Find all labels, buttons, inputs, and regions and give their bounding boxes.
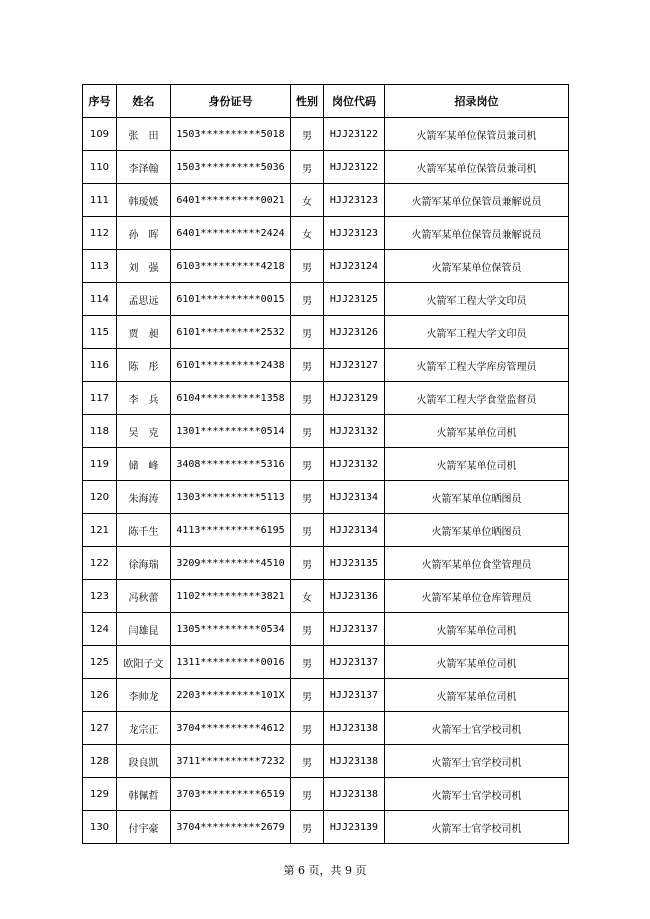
cell-index: 119 [83,448,117,481]
cell-id-number: 6401**********0021 [171,184,291,217]
cell-index: 109 [83,118,117,151]
cell-gender: 男 [291,415,324,448]
cell-position: 火箭军某单位保管员兼解说员 [385,184,569,217]
cell-index: 117 [83,382,117,415]
table-row [83,580,569,613]
cell-position-code: HJJ23137 [324,613,385,646]
cell-position: 火箭军某单位司机 [385,415,569,448]
cell-position-code: HJJ23126 [324,316,385,349]
cell-index: 124 [83,613,117,646]
cell-position: 火箭军工程大学文印员 [385,283,569,316]
cell-id-number: 3703**********6519 [171,778,291,811]
cell-index: 128 [83,745,117,778]
cell-gender: 女 [291,217,324,250]
cell-position: 火箭军某单位司机 [385,448,569,481]
cell-position-code: HJJ23123 [324,217,385,250]
cell-position-code: HJJ23138 [324,712,385,745]
cell-id-number: 1311**********0016 [171,646,291,679]
table-row [83,646,569,679]
cell-name: 韩佩哲 [117,778,171,811]
table-row [83,778,569,811]
cell-name: 龙宗正 [117,712,171,745]
cell-id-number: 3704**********4612 [171,712,291,745]
cell-position: 火箭军士官学校司机 [385,778,569,811]
cell-id-number: 3704**********2679 [171,811,291,844]
cell-position: 火箭军工程大学文印员 [385,316,569,349]
cell-position: 火箭军士官学校司机 [385,811,569,844]
table-row [83,712,569,745]
cell-position: 火箭军某单位保管员兼司机 [385,118,569,151]
page-footer: 第 6 页，共 9 页 [283,864,367,877]
cell-index: 123 [83,580,117,613]
table-row [83,679,569,712]
table-row [83,283,569,316]
cell-position-code: HJJ23122 [324,151,385,184]
cell-index: 111 [83,184,117,217]
cell-position: 火箭军工程大学食堂监督员 [385,382,569,415]
cell-id-number: 4113**********6195 [171,514,291,547]
cell-name: 李帅龙 [117,679,171,712]
cell-position: 火箭军某单位保管员兼司机 [385,151,569,184]
cell-gender: 男 [291,250,324,283]
cell-name: 闫雄昆 [117,613,171,646]
cell-index: 121 [83,514,117,547]
table-row [83,514,569,547]
table-row [83,547,569,580]
cell-index: 127 [83,712,117,745]
cell-id-number: 3408**********5316 [171,448,291,481]
cell-name: 陈 彤 [117,349,171,382]
cell-name: 韩瑷媛 [117,184,171,217]
header-name: 姓名 [117,85,171,118]
table-row [83,415,569,448]
cell-position-code: HJJ23137 [324,646,385,679]
cell-gender: 男 [291,514,324,547]
cell-position-code: HJJ23134 [324,481,385,514]
cell-position: 火箭军某单位保管员 [385,250,569,283]
cell-name: 孟思远 [117,283,171,316]
cell-gender: 男 [291,151,324,184]
cell-position-code: HJJ23137 [324,679,385,712]
table-row [83,382,569,415]
header-position-code: 岗位代码 [324,85,385,118]
cell-gender: 男 [291,283,324,316]
cell-id-number: 6104**********1358 [171,382,291,415]
cell-id-number: 1303**********5113 [171,481,291,514]
table-row [83,745,569,778]
table-row [83,349,569,382]
cell-position-code: HJJ23125 [324,283,385,316]
cell-id-number: 1102**********3821 [171,580,291,613]
cell-name: 付宇豪 [117,811,171,844]
cell-position-code: HJJ23135 [324,547,385,580]
cell-gender: 女 [291,580,324,613]
cell-id-number: 1503**********5018 [171,118,291,151]
cell-name: 李泽翰 [117,151,171,184]
cell-name: 吴 克 [117,415,171,448]
cell-name: 冯秋蕾 [117,580,171,613]
cell-position-code: HJJ23132 [324,448,385,481]
cell-position: 火箭军士官学校司机 [385,712,569,745]
cell-position-code: HJJ23138 [324,745,385,778]
table-row [83,250,569,283]
cell-id-number: 6103**********4218 [171,250,291,283]
cell-name: 孙 晖 [117,217,171,250]
cell-gender: 男 [291,448,324,481]
cell-name: 欧阳子文 [117,646,171,679]
cell-index: 115 [83,316,117,349]
cell-index: 113 [83,250,117,283]
cell-id-number: 1503**********5036 [171,151,291,184]
cell-gender: 男 [291,646,324,679]
cell-gender: 男 [291,547,324,580]
candidate-table [82,84,569,844]
table-row [83,151,569,184]
table-row [83,811,569,844]
table-row [83,316,569,349]
cell-id-number: 1301**********0514 [171,415,291,448]
cell-index: 116 [83,349,117,382]
cell-name: 徐海瑞 [117,547,171,580]
cell-position: 火箭军某单位食堂管理员 [385,547,569,580]
cell-gender: 男 [291,481,324,514]
cell-position: 火箭军工程大学库房管理员 [385,349,569,382]
cell-id-number: 6101**********2438 [171,349,291,382]
cell-id-number: 1305**********0534 [171,613,291,646]
cell-gender: 男 [291,679,324,712]
table-row [83,613,569,646]
cell-index: 130 [83,811,117,844]
cell-position-code: HJJ23134 [324,514,385,547]
cell-index: 114 [83,283,117,316]
cell-position: 火箭军某单位司机 [385,679,569,712]
cell-id-number: 6101**********2532 [171,316,291,349]
cell-index: 110 [83,151,117,184]
table-row [83,481,569,514]
header-position: 招录岗位 [385,85,569,118]
cell-gender: 男 [291,349,324,382]
cell-position-code: HJJ23138 [324,778,385,811]
table-row [83,448,569,481]
cell-position-code: HJJ23127 [324,349,385,382]
cell-id-number: 3711**********7232 [171,745,291,778]
cell-id-number: 2203**********101X [171,679,291,712]
header-index: 序号 [83,85,117,118]
cell-position-code: HJJ23122 [324,118,385,151]
cell-id-number: 3209**********4510 [171,547,291,580]
cell-name: 段良凯 [117,745,171,778]
cell-gender: 男 [291,118,324,151]
cell-gender: 男 [291,745,324,778]
table-row [83,217,569,250]
cell-index: 126 [83,679,117,712]
header-gender: 性别 [291,85,324,118]
cell-index: 118 [83,415,117,448]
cell-index: 125 [83,646,117,679]
cell-position-code: HJJ23139 [324,811,385,844]
cell-gender: 男 [291,613,324,646]
cell-position-code: HJJ23129 [324,382,385,415]
cell-name: 储 峰 [117,448,171,481]
cell-gender: 女 [291,184,324,217]
cell-position: 火箭军某单位保管员兼解说员 [385,217,569,250]
cell-position: 火箭军某单位司机 [385,613,569,646]
cell-position-code: HJJ23136 [324,580,385,613]
cell-index: 122 [83,547,117,580]
cell-gender: 男 [291,382,324,415]
cell-position-code: HJJ23124 [324,250,385,283]
cell-name: 张 田 [117,118,171,151]
cell-name: 贾 昶 [117,316,171,349]
cell-gender: 男 [291,811,324,844]
cell-index: 112 [83,217,117,250]
header-id-number: 身份证号 [171,85,291,118]
cell-position-code: HJJ23123 [324,184,385,217]
cell-position-code: HJJ23132 [324,415,385,448]
cell-id-number: 6101**********0015 [171,283,291,316]
cell-name: 刘 强 [117,250,171,283]
cell-id-number: 6401**********2424 [171,217,291,250]
table-row [83,118,569,151]
cell-index: 120 [83,481,117,514]
cell-position: 火箭军某单位仓库管理员 [385,580,569,613]
cell-position: 火箭军某单位司机 [385,646,569,679]
cell-gender: 男 [291,316,324,349]
cell-gender: 男 [291,778,324,811]
cell-name: 陈千生 [117,514,171,547]
cell-position: 火箭军士官学校司机 [385,745,569,778]
cell-index: 129 [83,778,117,811]
cell-gender: 男 [291,712,324,745]
cell-position: 火箭军某单位晒图员 [385,514,569,547]
cell-name: 朱海涛 [117,481,171,514]
table-header-row [83,85,569,118]
table-row [83,184,569,217]
cell-name: 李 兵 [117,382,171,415]
cell-position: 火箭军某单位晒图员 [385,481,569,514]
